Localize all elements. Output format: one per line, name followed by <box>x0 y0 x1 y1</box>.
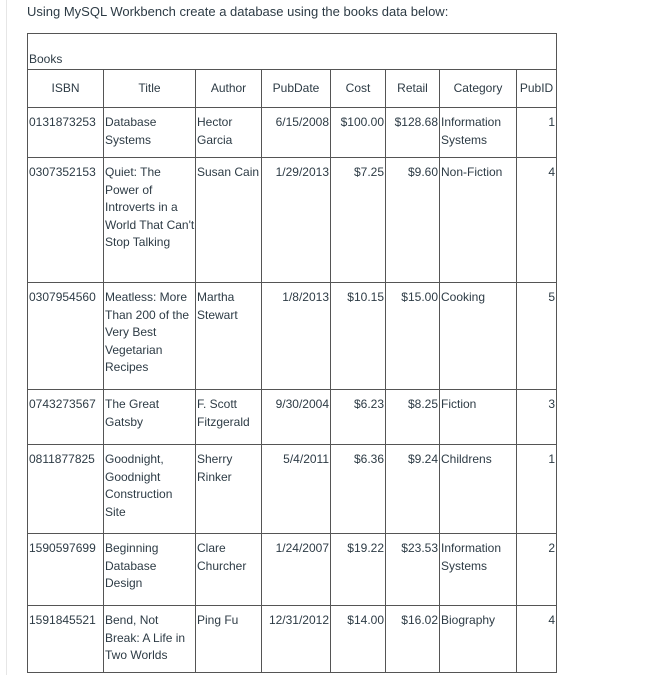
cell-pubdate: 1/24/2007 <box>262 534 331 606</box>
table-row <box>28 606 557 673</box>
cell-title: Database Systems <box>104 108 196 158</box>
cell-author: Clare Churcher <box>196 534 262 606</box>
cell-retail: $128.68 <box>386 108 440 158</box>
cell-pubid: 4 <box>517 606 557 673</box>
cell-isbn: 0307352153 <box>28 158 104 283</box>
cell-category: Non-Fiction <box>440 158 517 283</box>
cell-author: F. Scott Fitzgerald <box>196 390 262 445</box>
table-caption: Books <box>28 34 557 70</box>
cell-category: Information Systems <box>440 108 517 158</box>
books-table-container <box>27 33 556 673</box>
cell-isbn: 0743273567 <box>28 390 104 445</box>
cell-pubdate: 9/30/2004 <box>262 390 331 445</box>
cell-isbn: 1590597699 <box>28 534 104 606</box>
cell-category: Biography <box>440 606 517 673</box>
cell-title: Bend, Not Break: A Life in Two Worlds <box>104 606 196 673</box>
cell-isbn: 1591845521 <box>28 606 104 673</box>
cell-retail: $9.24 <box>386 445 440 534</box>
cell-title: Meatless: More Than 200 of the Very Best Vegetarian Recipes <box>104 283 196 390</box>
cell-title: Goodnight, Goodnight Construction Site <box>104 445 196 534</box>
cell-title: Beginning Database Design <box>104 534 196 606</box>
cell-cost: $6.23 <box>331 390 386 445</box>
cell-pubid: 1 <box>517 445 557 534</box>
cell-cost: $10.15 <box>331 283 386 390</box>
cell-pubid: 3 <box>517 390 557 445</box>
cell-pubdate: 6/15/2008 <box>262 108 331 158</box>
instruction-text: Using MySQL Workbench create a database using the books data below: <box>27 4 449 19</box>
table-row <box>28 158 557 283</box>
cell-retail: $23.53 <box>386 534 440 606</box>
cell-pubid: 2 <box>517 534 557 606</box>
column-header-pubdate: PubDate <box>262 70 331 108</box>
books-table <box>27 33 557 673</box>
table-row <box>28 108 557 158</box>
cell-author: Ping Fu <box>196 606 262 673</box>
cell-category: Fiction <box>440 390 517 445</box>
cell-title: Quiet: The Power of Introverts in a World That Can't Stop Talking <box>104 158 196 283</box>
column-header-retail: Retail <box>386 70 440 108</box>
table-row <box>28 283 557 390</box>
left-border-rule <box>6 0 7 675</box>
cell-retail: $9.60 <box>386 158 440 283</box>
cell-pubdate: 5/4/2011 <box>262 445 331 534</box>
table-row <box>28 390 557 445</box>
cell-retail: $15.00 <box>386 283 440 390</box>
cell-pubid: 4 <box>517 158 557 283</box>
cell-category: Cooking <box>440 283 517 390</box>
table-caption-row <box>28 34 557 70</box>
cell-pubid: 5 <box>517 283 557 390</box>
cell-title: The Great Gatsby <box>104 390 196 445</box>
cell-cost: $19.22 <box>331 534 386 606</box>
cell-author: Martha Stewart <box>196 283 262 390</box>
column-header-cost: Cost <box>331 70 386 108</box>
cell-pubid: 1 <box>517 108 557 158</box>
cell-cost: $100.00 <box>331 108 386 158</box>
cell-author: Hector Garcia <box>196 108 262 158</box>
cell-isbn: 0811877825 <box>28 445 104 534</box>
cell-cost: $14.00 <box>331 606 386 673</box>
column-header-category: Category <box>440 70 517 108</box>
cell-category: Childrens <box>440 445 517 534</box>
cell-author: Sherry Rinker <box>196 445 262 534</box>
cell-retail: $16.02 <box>386 606 440 673</box>
cell-pubdate: 1/29/2013 <box>262 158 331 283</box>
cell-isbn: 0307954560 <box>28 283 104 390</box>
column-header-isbn: ISBN <box>28 70 104 108</box>
cell-category: Information Systems <box>440 534 517 606</box>
table-row <box>28 445 557 534</box>
table-header-row <box>28 70 557 108</box>
cell-cost: $7.25 <box>331 158 386 283</box>
column-header-title: Title <box>104 70 196 108</box>
cell-author: Susan Cain <box>196 158 262 283</box>
cell-isbn: 0131873253 <box>28 108 104 158</box>
column-header-author: Author <box>196 70 262 108</box>
cell-pubdate: 1/8/2013 <box>262 283 331 390</box>
cell-pubdate: 12/31/2012 <box>262 606 331 673</box>
column-header-pubid: PubID <box>517 70 557 108</box>
cell-retail: $8.25 <box>386 390 440 445</box>
cell-cost: $6.36 <box>331 445 386 534</box>
table-row <box>28 534 557 606</box>
